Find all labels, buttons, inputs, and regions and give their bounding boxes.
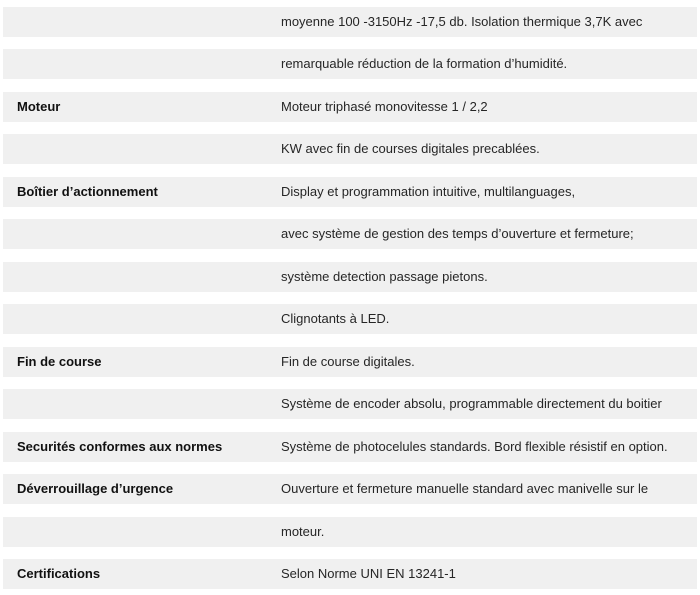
row-value: moyenne 100 -3150Hz -17,5 db. Isolation thermique 3,7K avec [281,14,643,29]
table-row [3,177,697,207]
table-row [3,559,697,589]
table-row [3,474,697,504]
table-row [3,517,697,547]
row-label: Fin de course [17,354,102,369]
row-label: Boîtier d’actionnement [17,184,158,199]
row-value: Système de photocelules standards. Bord flexible résistif en option. [281,439,668,454]
table-row [3,7,697,37]
table-row [3,219,697,249]
row-value: moteur. [281,524,325,539]
table-row [3,92,697,122]
row-value: Système de encoder absolu, programmable directement du boitier [281,396,662,411]
row-value: Moteur triphasé monovitesse 1 / 2,2 [281,99,488,114]
row-label: Moteur [17,99,61,114]
row-value: système detection passage pietons. [281,269,488,284]
table-row [3,347,697,377]
row-label: Déverrouillage d’urgence [17,481,174,496]
row-value: avec système de gestion des temps d’ouverture et fermeture; [281,226,634,241]
row-label: Certifications [17,566,101,581]
row-value: remarquable réduction de la formation d’humidité. [281,56,568,71]
table-row [3,304,697,334]
table-row [3,389,697,419]
row-value: Display et programmation intuitive, multilanguages, [281,184,576,199]
table-row [3,134,697,164]
row-label: Securités conformes aux normes [17,439,223,454]
table-row [3,432,697,462]
row-value: Selon Norme UNI EN 13241-1 [281,566,456,581]
table-row [3,49,697,79]
row-value: Fin de course digitales. [281,354,415,369]
row-value: KW avec fin de courses digitales precablées. [281,141,540,156]
table-row [3,262,697,292]
row-value: Ouverture et fermeture manuelle standard avec manivelle sur le [281,481,649,496]
row-value: Clignotants à LED. [281,311,390,326]
